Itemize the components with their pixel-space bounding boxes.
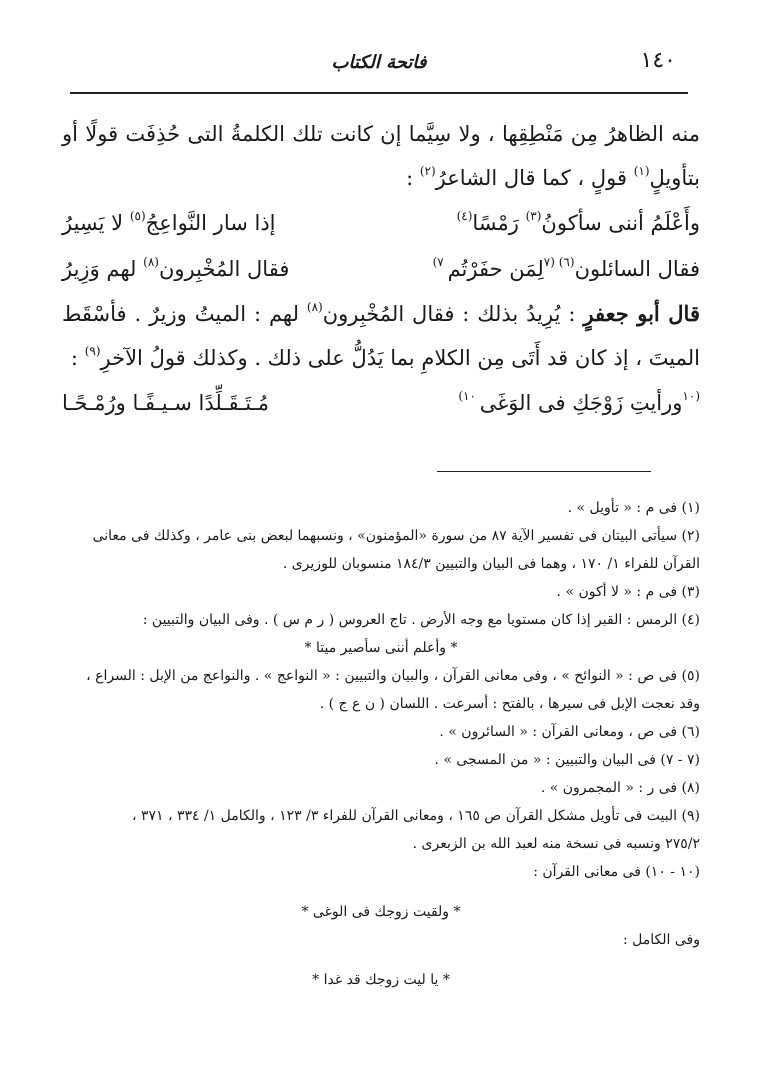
verse-1-second-hemistich: إذا سار النَّواعِجُ$^{(٥)}$ لا يَسِيرُ — [62, 209, 276, 235]
main-text — [62, 112, 700, 426]
footnote-ref-1: (١) — [633, 164, 650, 178]
footnote-4: (٤) الرمس : القبر إذا كان مستويا مع وجه الأرض . تاج العروس ( ر م س ) . وفى البيان والتبيين : — [142, 612, 700, 628]
verse-1 — [62, 200, 700, 246]
footnote-9: (٩) البيت فى تأويل مشكل القرآن ص ١٦٥ ، ومعانى القرآن للفراء ٣/ ١٢٣ ، والكامل ١/ ٣٣٤ ، ٣٧١ ، — [131, 808, 700, 824]
footnote-ref-7-open: (٧ — [543, 255, 559, 269]
verse-2 — [62, 246, 700, 292]
footnote-ref-6: (٦) — [558, 255, 575, 269]
footnote-ref-8: (٨) — [143, 255, 159, 269]
running-title: فاتحة الكتاب — [331, 52, 427, 73]
text-line-6: الميتَ ، إذ كان قد أَتَى مِن الكلامِ بما يَدُلُّ على ذلك . وكذلك قولُ الآخرِ$^{(٩)}$ : — [70, 344, 700, 370]
footnote-3: (٣) فى م : « لا أكون » . — [556, 584, 700, 600]
footnote-ref-10-close: ١٠) — [458, 389, 480, 403]
page-header — [72, 44, 686, 84]
footnote-ref-5: (٥) — [129, 209, 146, 223]
footnote-separator — [437, 471, 651, 472]
footnote-1: (١) فى م : « تأويل » . — [567, 500, 700, 516]
footnote-ref-7-close: ٧) — [432, 255, 448, 269]
footnote-ref-3: (٣) — [525, 209, 542, 223]
footnote-ref-9: (٩) — [84, 344, 101, 358]
verse-1-first-hemistich: وأَعْلَمُ أننى سأكونُ$^{(٣)}$ رَمْسًا$^{(٤)}$ — [456, 209, 700, 235]
footnote-10: (١٠ - ١٠) فى معانى القرآن : — [533, 864, 700, 880]
footnotes — [62, 494, 700, 994]
footnote-ref-4: (٤) — [456, 209, 473, 223]
text-line-2: بتأويلٍ$^{(١)}$ قولٍ ، كما قال الشاعرُ$^{(٢)}$ : — [406, 164, 700, 190]
footnote-5: (٥) فى ص : « النوائح » ، وفى معانى القرآن ، والبيان والتبيين : « النواعج » . والنواعج من الإبل : السراع ، — [86, 668, 700, 684]
footnote-4-quote: * وأعلم أننى سأصير ميتا * — [304, 640, 458, 656]
footnote-8: (٨) فى ر : « المجمرون » . — [540, 780, 700, 796]
footnote-10-label: وفى الكامل : — [623, 932, 700, 948]
footnote-ref-8b: (٨) — [306, 300, 323, 314]
footnote-2-cont: القرآن للفراء ١/ ١٧٠ ، وهما فى البيان والتبيين ١٨٤/٣ منسوبان للوزيرى . — [282, 556, 700, 572]
page-number: ١٤٠ — [640, 48, 676, 73]
verse-3 — [62, 380, 700, 426]
footnote-7: (٧ - ٧) فى البيان والتبيين : « من المسجى » . — [434, 752, 700, 768]
footnote-9-cont: ٢٧٥/٢ ونسبه فى نسخة منه لعبد الله بن الزبعرى . — [412, 836, 700, 852]
footnote-6: (٦) فى ص ، ومعانى القرآن : « السائرون » . — [439, 724, 700, 740]
footnote-ref-10-open: (١٠ — [682, 389, 700, 403]
text-line-5: قال أبو جعفرٍ : يُرِيدُ بذلك : فقال المُخْبِرون$^{(٨)}$ لهم : الميتُ وزيرٌ . فأسْقَط — [62, 300, 700, 326]
footnote-ref-2: (٢) — [419, 164, 436, 178]
verse-3-first-hemistich: $^{(١٠}$ورأيتِ زَوْجَكِ فى الوَغَى $^{١٠)}$ — [458, 389, 700, 415]
author-name: قال أبو جعفرٍ — [583, 301, 700, 326]
header-rule — [70, 92, 688, 94]
footnote-10-quote-1: * ولقيت زوجك فى الوغى * — [301, 904, 461, 920]
verse-3-second-hemistich: مُـتَـقَـلِّدًا سـيـفًـا ورُمْـحًـا — [62, 391, 270, 415]
verse-2-first-hemistich: فقال السائلون$^{(٦)}$ $^{(٧}$لِمَن حفَرْتُم $^{٧)}$ — [432, 255, 700, 281]
footnote-5-cont: وقد نعجت الإبل فى سيرها ، بالفتح : أسرعت . اللسان ( ن ع ج ) . — [319, 696, 700, 712]
verse-2-second-hemistich: فقال المُخْبِرون$^{(٨)}$ لهم وَزِيرُ — [62, 255, 290, 281]
footnote-2: (٢) سيأتى البيتان فى تفسير الآية ٨٧ من سورة «المؤمنون» ، ونسبهما لبعض بنى عامر ، وكذلك فى معانى — [92, 528, 700, 544]
footnote-10-quote-2: * يا ليت زوجك قد غدا * — [312, 972, 450, 988]
text-line-1: منه الظاهرُ مِن مَنْطِقِها ، ولا سِيَّما إن كانت تلك الكلمةُ التى حُذِفَت قولًا أو — [62, 122, 700, 146]
